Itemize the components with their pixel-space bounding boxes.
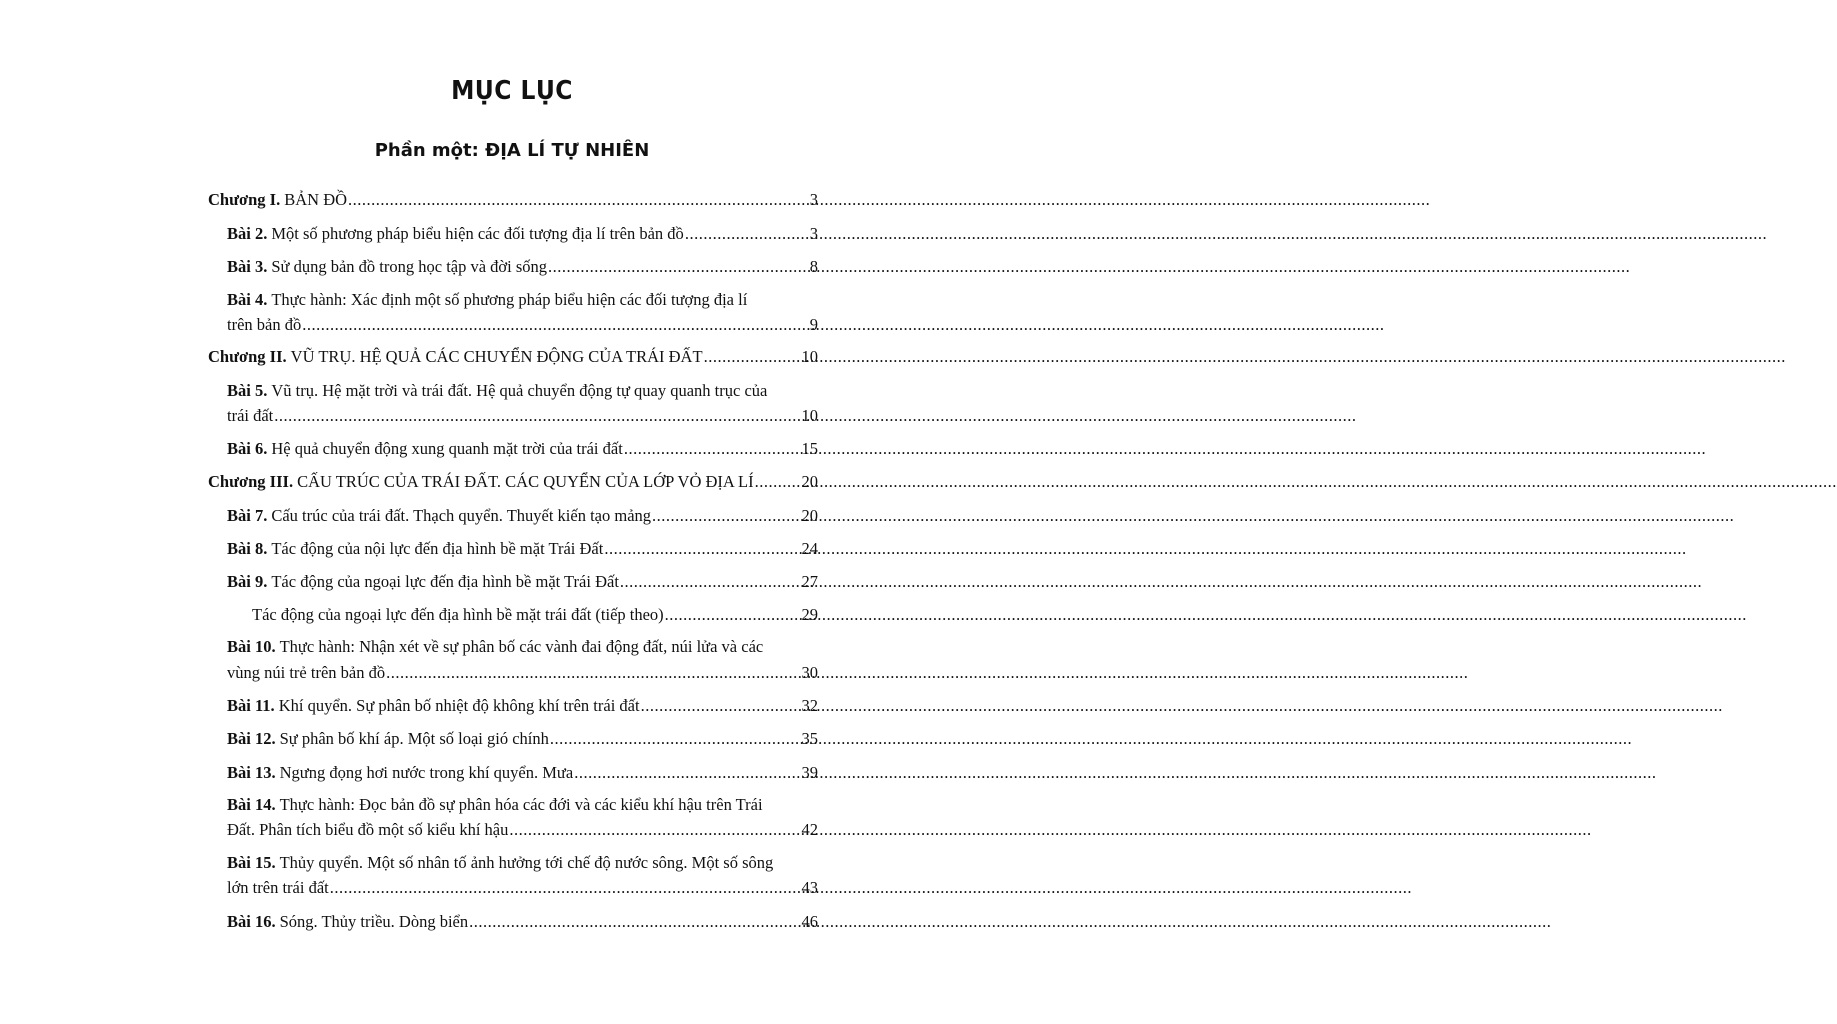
toc-entry-title: Thực hành: Xác định một số phương pháp biểu hiện các đối tượng địa lí (271, 290, 748, 309)
toc-entry-page: 27 (801, 572, 818, 591)
toc-entry-title: VŨ TRỤ. HỆ QUẢ CÁC CHUYỂN ĐỘNG CỦA TRÁI ĐẤT (290, 347, 703, 366)
toc-entry-line-2[interactable] (227, 820, 818, 840)
toc-entry[interactable] (227, 506, 818, 526)
toc-entry-title: Tác động của nội lực đến địa hình bề mặt Trái Đất (271, 539, 604, 558)
toc-entry-page: 42 (801, 820, 818, 839)
toc-entry-title: Tác động của ngoại lực đến địa hình bề mặt trái đất (tiếp theo) (252, 605, 664, 624)
toc-entry-page: 24 (801, 539, 818, 558)
toc-entry[interactable] (208, 472, 818, 492)
toc-entry-title-cont: Đất. Phân tích biểu đồ một số kiểu khí hậu (227, 820, 509, 839)
leader-dots (548, 257, 809, 277)
toc-entry-line-1[interactable] (227, 381, 818, 401)
toc-entry-page: 29 (801, 605, 818, 624)
toc-entry-title-cont: vùng núi trẻ trên bản đồ (227, 663, 386, 682)
leader-dots (274, 406, 800, 426)
toc-entry-label: Bài 13. (227, 763, 276, 782)
toc-entry-title-cont: lớn trên trái đất (227, 878, 329, 897)
toc-entry[interactable] (227, 763, 818, 783)
toc-entry-title: Sự phân bố khí áp. Một số loại gió chính (279, 729, 549, 748)
leader-dots (652, 506, 800, 526)
toc-entry-line-1[interactable] (227, 290, 818, 310)
leader-dots (685, 224, 809, 244)
toc-entry-label: Chương III. (208, 472, 294, 491)
toc-entry-label: Bài 15. (227, 853, 276, 872)
toc-entry-page: 10 (801, 406, 818, 425)
toc-entry-page: 10 (801, 347, 818, 366)
toc-entry-page: 39 (801, 763, 818, 782)
toc-entry[interactable] (227, 439, 818, 459)
toc-entry-title: Cấu trúc của trái đất. Thạch quyển. Thuyết kiến tạo mảng (271, 506, 652, 525)
toc-entry-label: Bài 4. (227, 290, 268, 309)
toc-entry-label: Chương I. (208, 190, 281, 209)
leader-dots (620, 572, 801, 592)
leader-dots (604, 539, 800, 559)
leader-dots (574, 763, 800, 783)
toc-entry-line-2[interactable] (227, 878, 818, 898)
toc-entry[interactable] (227, 912, 818, 932)
toc-entry-title: Khí quyển. Sự phân bố nhiệt độ không khí trên trái đất (278, 696, 640, 715)
toc-entry-title: Sóng. Thủy triều. Dòng biển (279, 912, 469, 931)
toc-entry-title-cont: trên bản đồ (227, 315, 302, 334)
toc-entry[interactable] (208, 347, 818, 367)
leader-dots (302, 315, 809, 335)
toc-entry-page: 9 (809, 315, 818, 334)
toc-entry[interactable] (208, 190, 818, 210)
toc-entry-title: CẤU TRÚC CỦA TRÁI ĐẤT. CÁC QUYỂN CỦA LỚP VỎ ĐỊA LÍ (297, 472, 754, 491)
toc-entry-page: 30 (801, 663, 818, 682)
toc-entry-label: Bài 9. (227, 572, 268, 591)
leader-dots (641, 696, 801, 716)
toc-entry-title: Thực hành: Đọc bản đồ sự phân hóa các đới và các kiểu khí hậu trên Trái (279, 795, 763, 814)
toc-entry-title: Hệ quả chuyển động xung quanh mặt trời của trái đất (271, 439, 623, 458)
leader-dots (550, 729, 801, 749)
toc-entry-line-2[interactable] (227, 406, 818, 426)
toc-entry-label: Chương II. (208, 347, 287, 366)
toc-entry-page: 43 (801, 878, 818, 897)
toc-entry-label: Bài 3. (227, 257, 268, 276)
toc-entry-label: Bài 7. (227, 506, 268, 525)
leader-dots (509, 820, 800, 840)
toc-entry[interactable] (227, 572, 818, 592)
toc-entry[interactable] (227, 729, 818, 749)
toc-entry-line-1[interactable] (227, 853, 818, 873)
leader-dots (665, 605, 801, 625)
toc-entry-line-1[interactable] (227, 795, 818, 815)
toc-entry-title: Một số phương pháp biểu hiện các đối tượng địa lí trên bản đồ (271, 224, 684, 243)
toc-entry[interactable] (227, 539, 818, 559)
toc-entry-title: BẢN ĐỒ (284, 190, 348, 209)
toc-entry-line-1[interactable] (227, 637, 818, 657)
toc-entry-page: 35 (801, 729, 818, 748)
toc-entry-title: Sử dụng bản đồ trong học tập và đời sống (271, 257, 548, 276)
toc-entry[interactable] (227, 696, 818, 716)
toc-entry-title: Thủy quyển. Một số nhân tố ảnh hưởng tới chế độ nước sông. Một số sông (279, 853, 774, 872)
leader-dots (469, 912, 800, 932)
toc-entry[interactable] (227, 257, 818, 277)
leader-dots (624, 439, 801, 459)
toc-entry-label: Bài 5. (227, 381, 268, 400)
toc-entry-label: Bài 14. (227, 795, 276, 814)
toc-entry-label: Bài 12. (227, 729, 276, 748)
toc-entry-page: 8 (809, 257, 818, 276)
toc-entry-label: Bài 10. (227, 637, 276, 656)
toc-entry-title-cont: trái đất (227, 406, 274, 425)
toc-entry[interactable] (227, 224, 818, 244)
toc-entry-page: 3 (809, 224, 818, 243)
toc-entry-title: Tác động của ngoại lực đến địa hình bề mặt Trái Đất (271, 572, 619, 591)
leader-dots (386, 663, 800, 683)
toc-entry-page: 3 (809, 190, 818, 209)
toc-entry-line-2[interactable] (227, 315, 818, 335)
toc-entry-page: 15 (801, 439, 818, 458)
toc-entry-page: 20 (801, 506, 818, 525)
toc-entry-page: 46 (801, 912, 818, 931)
toc-entry-label: Bài 8. (227, 539, 268, 558)
toc-entry-page: 20 (801, 472, 818, 491)
toc-entry-page: 32 (801, 696, 818, 715)
toc-entry-label: Bài 6. (227, 439, 268, 458)
leader-dots (755, 472, 801, 492)
toc-entry[interactable] (252, 605, 818, 625)
leader-dots (704, 347, 801, 367)
section-title: Phần một: ĐỊA LÍ TỰ NHIÊN (374, 140, 650, 161)
toc-entry-label: Bài 16. (227, 912, 276, 931)
leader-dots (348, 190, 809, 210)
toc-entry-title: Thực hành: Nhận xét về sự phân bố các vành đai động đất, núi lửa và các (279, 637, 764, 656)
page-title: MỤC LỤC (451, 76, 573, 106)
toc-entry-title: Vũ trụ. Hệ mặt trời và trái đất. Hệ quả chuyển động tự quay quanh trục của (271, 381, 768, 400)
toc-entry-title: Ngưng đọng hơi nước trong khí quyển. Mưa (279, 763, 574, 782)
toc-entry-label: Bài 2. (227, 224, 268, 243)
toc-entry-line-2[interactable] (227, 663, 818, 683)
leader-dots (330, 878, 801, 898)
toc-entry-label: Bài 11. (227, 696, 275, 715)
